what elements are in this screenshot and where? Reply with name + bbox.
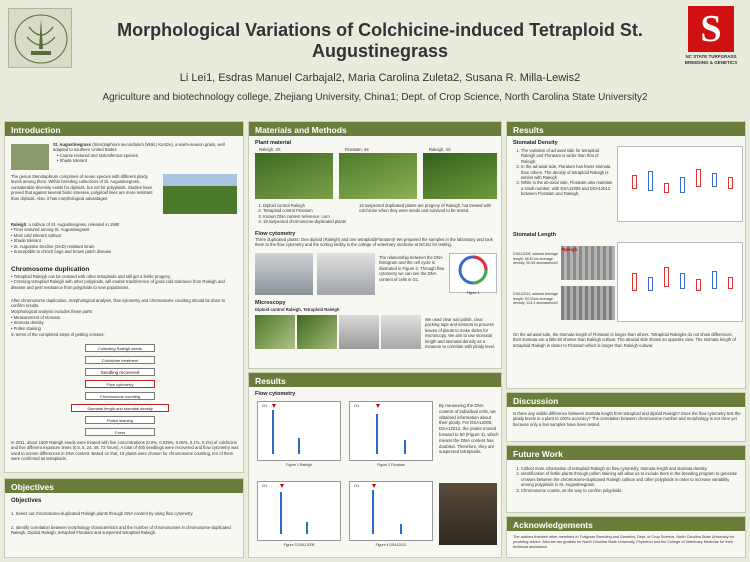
photo-label: Raleigh, 2X: [259, 147, 281, 152]
morph-bullet: • Measurement of stomata: [11, 315, 239, 320]
acknowledgements-header: Acknowledgements: [507, 517, 745, 531]
boxplot-box: [696, 169, 701, 187]
species-title: St. Augustinegrass: [53, 142, 92, 147]
poster-title: [110, 20, 650, 62]
length-results-text: On the ad-axial side, the stomata length of Floratam is longer than others. Tetraploid Raleighs do not show differences, their stomata are a little bit shorter than Raleigh cultivar. The abaxial side shows an opposite view. The stomata length of tetraploid Raleigh is closer to Floratam which is longer than Raleigh cultivar.: [513, 332, 736, 348]
objectives-subtitle: Objectives: [11, 498, 42, 504]
methods-header: Materials and Methods: [249, 122, 501, 136]
plant-list-note: 19 suspected duplicated plants are progeny of Raleigh, but treated with colchicine when they were seeds and survived to be tested.: [359, 203, 491, 214]
histogram-caption: Figure 3 DSA12005: [283, 543, 315, 547]
intro-paragraph-5: In 2011, about 1500 Raleigh seeds were treated with five concentrations (0.0%, 0.025%, 0.05%, 0.1%, 0.2%) of colchicine and five different exposure times (0.5, 5, 24, 48, 72 hours). A total of 400 seedlings were recovered and flow cytometry was used to screen differences in DNA content. Based on that, 19 plants were chosen for chromosome counting, ten of them were confirmed as tetraploids.: [11, 440, 239, 462]
results-flow-panel: [248, 372, 502, 558]
ncstate-logo: [684, 6, 738, 80]
flow-step: Flow cytometry: [85, 380, 155, 388]
boxplot-box: [632, 175, 637, 189]
future-item: 3. Chromosome counts, as the way to confirm polyploids.: [521, 488, 741, 493]
dup-bullet: • Crossing tetraploid Raleigh with other polyploids, will enable transference of good cold tolerance from Raleigh and disease and pest resistance from polyploids to new populations.: [11, 279, 239, 290]
boxplot-box: [664, 267, 669, 287]
objectives-header: Objectives: [5, 479, 243, 493]
future-work-panel: [506, 445, 746, 513]
histogram-bar: [400, 524, 402, 534]
lawn-photo: [163, 174, 237, 214]
histogram-dsa12012: [349, 481, 433, 547]
objective-item: 2. Identify correlation between morphology characteristics and the number of chromosomes in chromosome-duplicated Raleigh, Diploid Raleigh, tetraploid Floratam and suspected tetraploid Raleigh.: [11, 525, 231, 536]
histogram-bar: [306, 522, 308, 534]
peak-marker-icon: [280, 484, 284, 488]
results-header: Results: [249, 373, 501, 387]
objective-item: 1. Select out chromosome-duplicated Raleigh plants through DNA content by using flow cytometry.: [11, 511, 194, 516]
methods-panel: [248, 121, 502, 369]
morph-bullet: • Pollen staining: [11, 326, 239, 331]
micro-photo-4: [381, 315, 421, 349]
raleigh-2x-photo: [255, 153, 333, 199]
raleigh-bullet: • Finer textured among St. Augustinegrass: [11, 227, 161, 232]
stomata-image-2: [561, 286, 615, 320]
future-item: 1. Collect more information of tetraploid Raleigh on flow cytometry, stomata length and stomata density.: [521, 466, 741, 471]
introduction-panel: [4, 121, 244, 473]
boxplot-box: [728, 177, 733, 189]
microscopy-caption: Diploid control Raleigh, Tetraploid Raleigh: [255, 307, 340, 312]
boxplot-box: [632, 273, 637, 291]
stomata-image-1: [561, 246, 615, 280]
boxplot-box: [728, 277, 733, 289]
micro-photo-3: [339, 315, 379, 349]
stomatal-length-title: Stomatal Length: [513, 232, 557, 238]
flow-step: Pollen staining: [85, 416, 155, 424]
peak-marker-icon: [376, 404, 380, 408]
title-line-1: Morphological Variations of Colchicine-induced Tetraploid St.: [117, 20, 643, 40]
boxplot-box: [696, 279, 701, 291]
peak-marker-icon: [272, 404, 276, 408]
flow-step: Cross: [85, 428, 155, 436]
boxplot-box: [664, 183, 669, 193]
lab-sample-photo: [439, 483, 497, 545]
discussion-text: Is there any visible difference between stomata length from tetraploid and diploid Raleigh? Does the flow cytometry test the ploidy levels in a plant to 100% accuracy? The correlation between chromosome number and morphology is not clear yet because only a few samples have been tested.: [513, 411, 741, 427]
results-right-header: Results: [507, 122, 745, 136]
microscopy-title: Microscopy: [255, 300, 286, 306]
future-item: 2. Identification of fertile plants through pollen staining will allow us to include them in the breeding program to generate crosses between the chromosome-duplicated Raleigh cultivar and other polyploids in order to increase variability among polyploids in St. Augustinegrass.: [521, 471, 741, 487]
boxplot-box: [648, 171, 653, 191]
stomata-caption-2: DSA12012, adaxial Average length: 54.33um Average density: 124.4 stomata/mm2: [513, 292, 559, 306]
peak-label: G1: [262, 483, 268, 488]
intro-paragraph-4: In terms of the completed steps of getting crosses:: [11, 332, 105, 337]
raleigh-4x-photo: [423, 153, 497, 199]
micro-photo-2: [297, 315, 337, 349]
histogram-raleigh: [257, 401, 341, 467]
density-list: [521, 148, 613, 197]
morph-bullet: • Stomata density: [11, 320, 239, 325]
flow-step: Stomatal length and stomatal density: [71, 404, 169, 412]
flow-step: Chromosome counting: [85, 392, 155, 400]
plant-list-item: 3. Known DNA content reference: corn: [263, 214, 359, 219]
histogram-bar: [272, 410, 274, 454]
introduction-header: Introduction: [5, 122, 243, 136]
histogram-floratam: [349, 401, 433, 467]
micro-photo-1: [255, 315, 295, 349]
peak-label: G1: [354, 403, 360, 408]
histogram-bar: [404, 440, 406, 454]
intro-paragraph-3: Morphological analysis includes these parts:: [11, 309, 93, 314]
plant-list-item: 2. Tetraploid control Floratam: [263, 208, 359, 213]
affiliation: Agriculture and biotechnology college, Zhejiang University, China1; Dept. of Crop Science, North Carolina State University2: [102, 92, 648, 103]
species-bullet: • Shade tolerant: [57, 158, 239, 163]
results-stomata-panel: [506, 121, 746, 389]
peak-marker-icon: [372, 484, 376, 488]
density-item: 1. The variation of ad-axial side for tetraploid Raleigh and Floratam is wider than that of Raleigh.: [521, 148, 613, 164]
stomatal-density-title: Stomatal Density: [513, 140, 558, 146]
lab-photo-1: [255, 253, 313, 295]
histogram-caption: Figure 2 Floratam: [377, 463, 405, 467]
raleigh-bullet: • Susceptible to chinch bugs and brown patch disease: [11, 249, 161, 254]
authors: Li Lei1, Esdras Manuel Carbajal2, Maria Carolina Zuleta2, Susana R. Milla-Lewis2: [179, 72, 581, 84]
boxplot-box: [712, 271, 717, 289]
raleigh-bullet: • St. Augustine Decline (SAD) resistant strain: [11, 244, 161, 249]
histogram-bar: [280, 492, 282, 534]
title-line-2: Augustinegrass: [311, 41, 449, 61]
raleigh-title: Raleigh: [11, 222, 27, 227]
dup-title: Chromosome duplication: [11, 266, 90, 273]
lab-photo-2: [317, 253, 375, 295]
future-work-header: Future Work: [507, 446, 745, 460]
boxplot-box: [680, 273, 685, 289]
raleigh-bullet: • Shade tolerant: [11, 238, 161, 243]
logo-left-emblem: [8, 8, 72, 68]
acknowledgements-panel: [506, 516, 746, 558]
results-flow-title: Flow cytometry: [255, 391, 296, 397]
plant-list: [263, 203, 359, 225]
grass-illustration: [11, 144, 49, 170]
intro-paragraph-2: After chromosome duplication, morphological analysis, flow cytometry and chromosome counting should be done to confirm results.: [11, 298, 226, 309]
histogram-bar: [372, 490, 374, 534]
histogram-caption: Figure 1 Raleigh: [286, 463, 312, 467]
cell-cycle-figure: [449, 253, 497, 293]
intro-paragraph-1: The genus Stenotaphrum comprises of seven species with different ploidy levels among them. Within breeding collections of St. Augustinegrass, considerable diversity exists for diploids, but not for polyploids. Studies have proved that against several biotic stresses, polyploid lines are more resistant than diploids. Also, it has morphological advantages.: [11, 174, 153, 201]
microscopy-desc: We used clear nail polish, clear packing tape and scissors to process leaves of plants to make slides for microscopy. We aim to use stomatal length and stomatal density as a measure to correlate with ploidy level.: [425, 317, 496, 350]
stomata-image-label: Raleigh: [562, 247, 578, 252]
discussion-header: Discussion: [507, 393, 745, 407]
species-bullet: • Coarse textured and stoloniferous species: [57, 153, 239, 158]
flow-step: Seedling recovered: [85, 368, 155, 376]
histogram-bar: [376, 414, 378, 454]
flow-results-text: By measuring the DNA content of individual cells, we obtained information about their ploidy. For DSA12005, DSA12012, the peaks moved forward to 50 (Figure 3), which means the DNA content has doubled. Therefore, they are suspected tetraploids.: [439, 403, 499, 455]
flow-cytometry-title: Flow cytometry: [255, 231, 296, 237]
plant-list-item: 1. Diploid control Raleigh: [263, 203, 359, 208]
flow-step: Collecting Raleigh seeds: [85, 344, 155, 352]
peak-label: G1: [354, 483, 360, 488]
ncstate-s-logo: S: [688, 6, 734, 52]
logo-caption: NC STATE TURFGRASS BREEDING & GENETICS: [684, 54, 738, 65]
histogram-dsa12005: [257, 481, 341, 547]
boxplot-box: [648, 277, 653, 291]
species-desc: (Stenotaphrum secundatum (Walt.) Kuntze), a warm-season grass, well adapted to southern United States: [53, 142, 225, 153]
boxplot-box: [712, 173, 717, 187]
objectives-panel: [4, 478, 244, 558]
acknowledgements-text: The authors thanked other members in Turfgrass Breeding and Genetics, Dept. of Crop Science, North Carolina State University for providing advice. Also we are grateful for North Carolina State University, Phytotron and the College of Veterinary Medicine for their technical assistance.: [513, 535, 734, 549]
flow-desc: Three duplicated plants: One diploid (Raleigh) and one tetraploid(Floratam)! We prepared the samples in the laboratory and took them to the flow cytometry and the sorting facility in the college of veterinary medicine at NCSU for testing.: [255, 237, 493, 248]
density-item: 3. While in the ab-axial side, Floratam also maintain a small number, with DSA12005 and DSA12012 between Floratam and Raleigh.: [521, 180, 613, 196]
discussion-panel: [506, 392, 746, 442]
boxplot-box: [680, 177, 685, 193]
peak-label: G1: [262, 403, 268, 408]
photo-label: Raleigh, 4X: [429, 147, 451, 152]
plant-material-title: Plant material: [255, 140, 292, 146]
floratam-4x-photo: [339, 153, 417, 199]
figure-label: Figure 1: [466, 291, 480, 295]
stomata-caption-1: DSA12005, adaxial Average length: 58.67um Average density: 90.65 stomata/mm2: [513, 252, 559, 266]
dup-bullet: • Tetraploid Raleigh can be crossed with other tetraploids and still get a fertile progeny.: [11, 274, 239, 279]
raleigh-desc: : a cultivar of St. Augustinegrass, released in 1980: [26, 222, 120, 227]
flow-side-text: The relationship between the DNA histogram and the cell cycle is illustrated in Figure 2. Through flow cytometry we can see the DNA content of cells in G1.: [379, 255, 445, 282]
length-boxplot: [617, 242, 743, 322]
density-boxplot: [617, 146, 743, 222]
photo-label: Floratam, 4X: [345, 147, 369, 152]
histogram-bar: [298, 438, 300, 454]
density-item: 2. In the ad-axial side, Floratam has fewer stomata than others. The density of tetraploid Raleigh is similar with Raleigh.: [521, 164, 613, 180]
future-work-list: [521, 466, 741, 493]
plant-list-item: 4. 19 suspected chromosome-duplicated plants: [263, 219, 359, 224]
histogram-caption: Figure 4 DSA12012: [375, 543, 407, 547]
flow-step: Colchicine treatment: [85, 356, 155, 364]
raleigh-bullet: • Most cold tolerant cultivar: [11, 233, 161, 238]
